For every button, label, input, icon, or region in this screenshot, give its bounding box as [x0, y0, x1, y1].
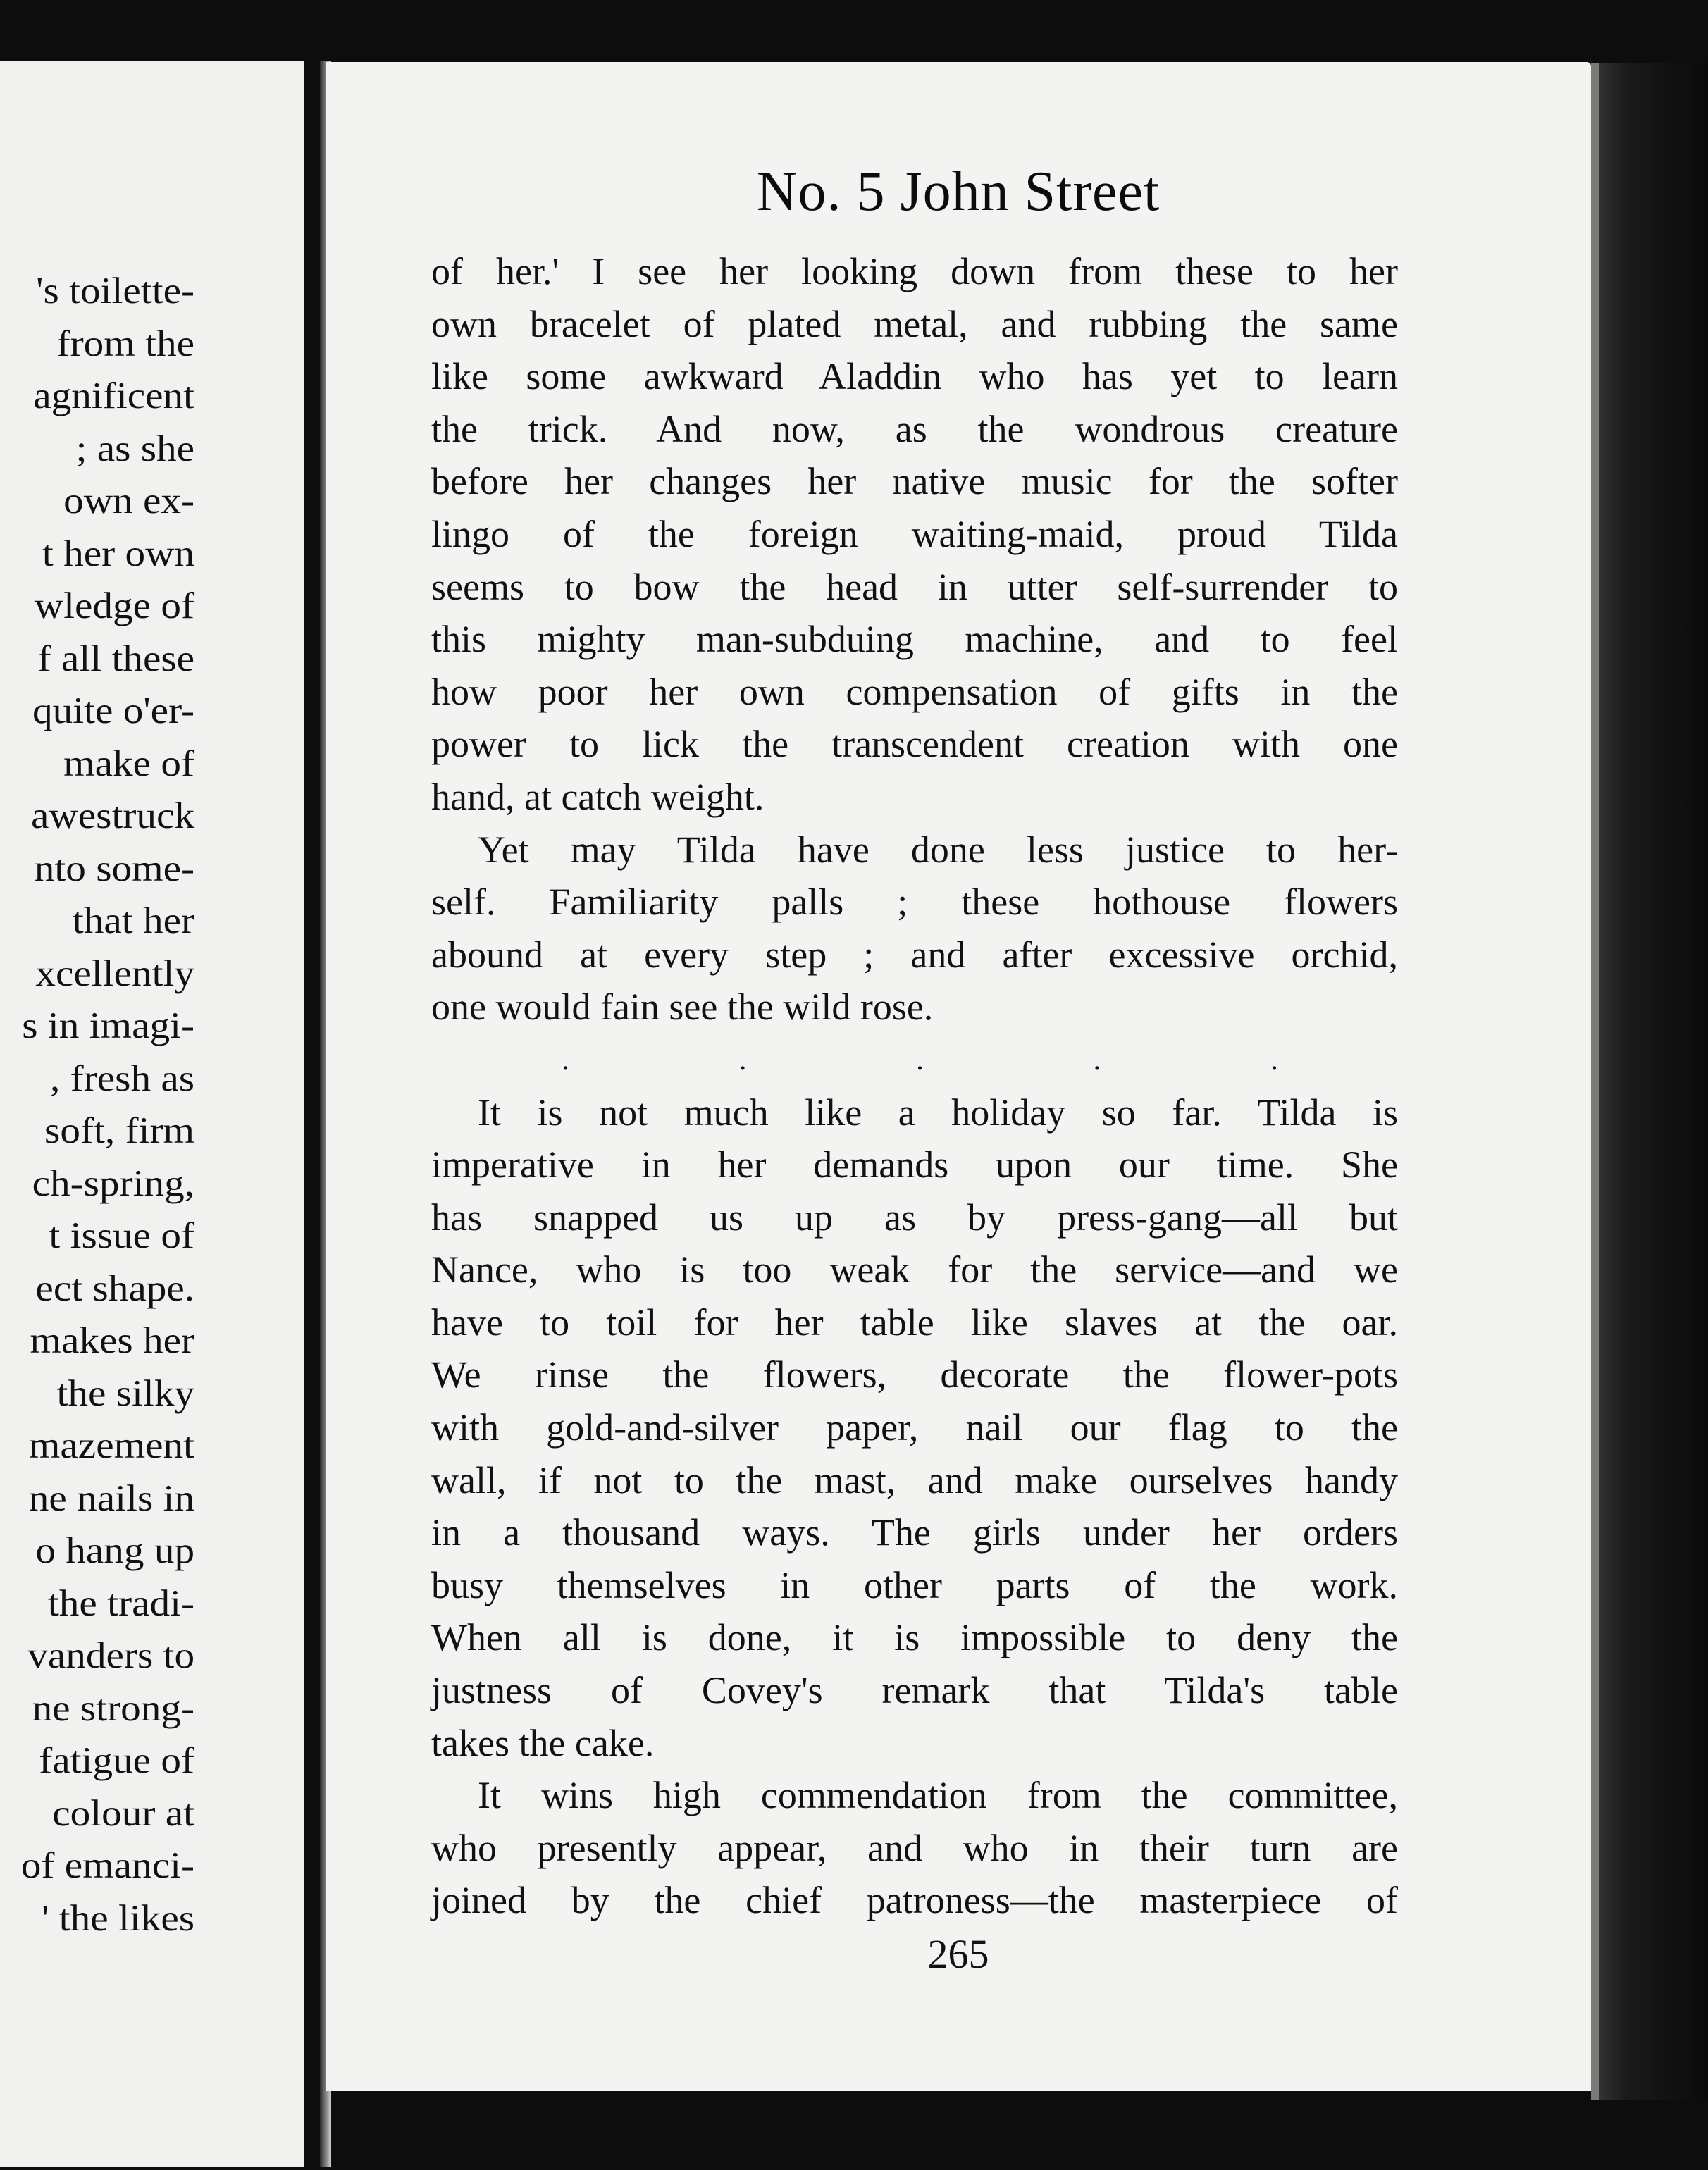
text-line: takes the cake.: [431, 1721, 655, 1764]
left-line: of emanci-: [20, 1845, 194, 1886]
left-line: 's toilette-: [36, 271, 194, 311]
book-gutter: [304, 0, 320, 2170]
text-line: the trick. And now, as the wondrous creature: [431, 407, 1398, 450]
text-line: like some awkward Aladdin who has yet to learn: [431, 355, 1398, 398]
text-line: When all is done, it is impossible to deny the: [431, 1616, 1398, 1659]
left-line: vanders to: [27, 1635, 194, 1676]
text-line: wall, if not to the mast, and make ourselves handy: [431, 1458, 1398, 1501]
left-line: that her: [72, 900, 195, 941]
left-line: colour at: [52, 1792, 194, 1834]
left-line: nto some-: [34, 848, 194, 889]
left-page-text: [21, 265, 194, 1945]
text-line: one would fain see the wild rose.: [431, 986, 934, 1029]
text-line: imperative in her demands upon our time. She: [431, 1143, 1398, 1186]
text-line: of her.' I see her looking down from these to her: [431, 250, 1398, 292]
text-line: Nance, who is too weak for the service—and we: [431, 1248, 1398, 1291]
text-line: with gold-and-silver paper, nail our flag to the: [431, 1406, 1398, 1449]
text-line: in a thousand ways. The girls under her orders: [431, 1511, 1398, 1554]
text-line: Yet may Tilda have done less justice to her-: [478, 828, 1398, 871]
left-line: make of: [63, 743, 194, 784]
left-line: ch-spring,: [32, 1162, 194, 1204]
text-line: We rinse the flowers, decorate the flower-pots: [431, 1353, 1398, 1396]
running-head: No. 5 John Street: [756, 161, 1161, 223]
left-line: ne nails in: [28, 1477, 194, 1519]
text-line: abound at every step ; and after excessive orchid,: [431, 933, 1398, 976]
left-line: from the: [56, 323, 194, 364]
text-line: has snapped us up as by press-gang—all but: [431, 1196, 1398, 1239]
left-line: mazement: [28, 1425, 195, 1466]
text-line: justness of Covey's remark that Tilda's table: [431, 1669, 1398, 1712]
left-line: quite o'er-: [32, 690, 194, 731]
text-line: lingo of the foreign waiting-maid, proud Tilda: [431, 512, 1398, 555]
left-line: wledge of: [34, 585, 194, 626]
text-line: who presently appear, and who in their turn are: [431, 1826, 1398, 1869]
left-line: the silky: [56, 1372, 195, 1414]
section-break-dots: . . . . .: [562, 1041, 1278, 1077]
text-line: before her changes her native music for the softer: [431, 460, 1398, 503]
left-line: ; as she: [75, 428, 195, 469]
left-line: t her own: [42, 533, 195, 574]
left-line: own ex-: [63, 480, 194, 521]
left-line: ect shape.: [35, 1267, 194, 1309]
text-line: It wins high commendation from the committee,: [478, 1774, 1398, 1817]
text-line: how poor her own compensation of gifts in the: [431, 670, 1398, 713]
page-edge: [1591, 63, 1708, 2100]
text-line: have to toil for her table like slaves at the oar.: [431, 1301, 1398, 1344]
left-line: , fresh as: [49, 1058, 194, 1099]
left-line: the tradi-: [47, 1582, 195, 1624]
text-line: own bracelet of plated metal, and rubbing the same: [431, 302, 1398, 345]
left-line: s in imagi-: [22, 1005, 194, 1046]
text-line: this mighty man-subduing machine, and to feel: [431, 618, 1398, 661]
text-line: seems to bow the head in utter self-surrender to: [431, 565, 1398, 608]
text-line: power to lick the transcendent creation with one: [431, 723, 1398, 766]
left-line: fatigue of: [39, 1740, 195, 1781]
text-line: joined by the chief patroness—the masterpiece of: [431, 1879, 1398, 1922]
left-line: ' the likes: [42, 1897, 194, 1939]
left-line: ne strong-: [32, 1687, 194, 1729]
page-body-text: [431, 245, 1398, 1927]
left-line: makes her: [30, 1320, 194, 1361]
text-line: busy themselves in other parts of the work.: [431, 1563, 1398, 1606]
page-number: 265: [927, 1931, 989, 1977]
text-line: hand, at catch weight.: [431, 775, 765, 818]
left-line: xcellently: [35, 953, 195, 994]
left-line: t issue of: [49, 1215, 194, 1256]
text-line: self. Familiarity palls ; these hothouse flowers: [431, 881, 1398, 924]
text-line: It is not much like a holiday so far. Tilda is: [478, 1091, 1398, 1134]
left-line: soft, firm: [44, 1110, 195, 1151]
left-page: [0, 61, 304, 2167]
left-line: f all these: [37, 638, 194, 679]
left-line: agnificent: [33, 376, 195, 416]
left-line: o hang up: [35, 1530, 194, 1571]
left-line: awestruck: [30, 795, 194, 836]
